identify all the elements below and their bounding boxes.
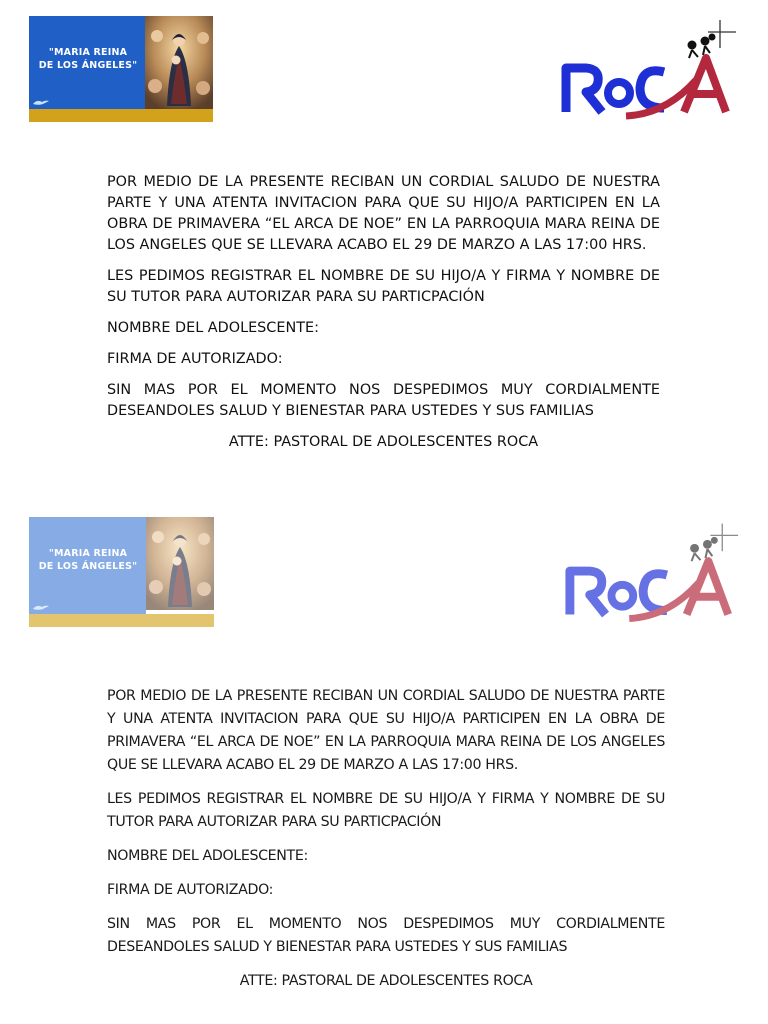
signoff: ATTE: PASTORAL DE ADOLESCENTES ROCA — [239, 973, 533, 989]
farewell-paragraph: SIN MAS POR EL MOMENTO NOS DESPEDIMOS MUY CORDIALMENTE DESEANDOLES SALUD Y BIENESTAR PARA USTEDES Y SUS FAMILIAS — [107, 916, 665, 955]
blue-bird-logo-icon — [31, 97, 55, 107]
virgin-mary-painting-icon — [146, 517, 214, 610]
virgin-mary-painting-icon — [145, 16, 213, 109]
letter-body — [107, 685, 665, 1004]
roca-logo — [556, 16, 744, 124]
roca-logo — [560, 519, 746, 627]
svg-text:·: · — [39, 102, 41, 107]
children-cross-logo-icon — [688, 20, 737, 58]
parish-name-text: "MARIA REINA DE LOS ÁNGELES" — [38, 548, 138, 572]
request-paragraph: LES PEDIMOS REGISTRAR EL NOMBRE DE SU HIJO/A Y FIRMA Y NOMBRE DE SU TUTOR PARA AUTORIZAR PARA SU PARTICPACIÓN — [107, 268, 660, 305]
roca-letters — [566, 58, 726, 116]
roca-letters — [570, 561, 728, 618]
adolescent-name-label: NOMBRE DEL ADOLESCENTE: — [107, 848, 308, 864]
signoff: ATTE: PASTORAL DE ADOLESCENTES ROCA — [228, 434, 539, 450]
children-cross-logo-icon — [690, 524, 738, 562]
invitation-paragraph: POR MEDIO DE LA PRESENTE RECIBAN UN CORDIAL SALUDO DE NUESTRA PARTE Y UNA ATENTA INVITACION PARA QUE SU HIJO/A PARTICIPEN EN LA OBRA DE PRIMAVERA “EL ARCA DE NOE” EN LA PARROQUIA MARA REINA DE LOS ANGELES QUE SE LLEVARA ACABO EL 29 DE MARZO A LAS 17:00 HRS. — [107, 688, 665, 773]
parish-banner — [29, 517, 214, 627]
parish-name — [33, 547, 143, 573]
invitation-paragraph: POR MEDIO DE LA PRESENTE RECIBAN UN CORDIAL SALUDO DE NUESTRA PARTE Y UNA ATENTA INVITACION PARA QUE SU HIJO/A PARTICIPEN EN LA OBRA DE PRIMAVERA “EL ARCA DE NOE” EN LA PARROQUIA MARA REINA DE LOS ANGELES QUE SE LLEVARA ACABO EL 29 DE MARZO A LAS 17:00 HRS. — [107, 174, 660, 253]
parish-name-text: "MARIA REINA DE LOS ÁNGELES" — [38, 47, 138, 71]
invitation-copy-2 — [0, 505, 768, 1024]
invitation-copy-1 — [0, 0, 768, 500]
banner-gold-strip — [29, 109, 213, 122]
parish-name — [33, 46, 143, 72]
signature-label: FIRMA DE AUTORIZADO: — [107, 351, 283, 367]
letter-body — [107, 172, 660, 463]
parish-banner — [29, 16, 213, 122]
signature-label: FIRMA DE AUTORIZADO: — [107, 882, 274, 898]
blue-bird-logo-icon — [31, 602, 55, 612]
request-paragraph: LES PEDIMOS REGISTRAR EL NOMBRE DE SU HIJO/A Y FIRMA Y NOMBRE DE SU TUTOR PARA AUTORIZAR PARA SU PARTICPACIÓN — [107, 791, 665, 830]
banner-gold-strip — [29, 614, 214, 627]
farewell-paragraph: SIN MAS POR EL MOMENTO NOS DESPEDIMOS MUY CORDIALMENTE DESEANDOLES SALUD Y BIENESTAR PARA USTEDES Y SUS FAMILIAS — [107, 382, 660, 419]
adolescent-name-label: NOMBRE DEL ADOLESCENTE: — [107, 320, 319, 336]
